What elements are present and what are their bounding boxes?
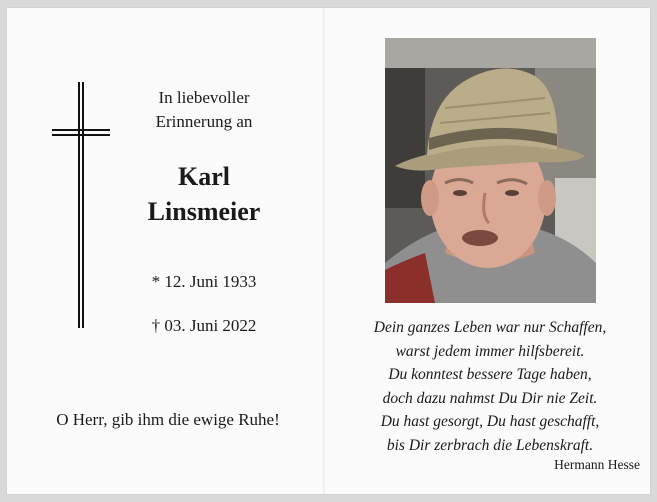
- poem-line: doch dazu nahmst Du Dir nie Zeit.: [382, 389, 598, 407]
- portrait-illustration: [385, 38, 596, 303]
- death-date: † 03. Juni 2022: [151, 316, 257, 335]
- memorial-intro: [120, 86, 288, 134]
- portrait-photo: [385, 38, 596, 303]
- intro-line-2: Erinnerung an: [155, 112, 253, 131]
- poem-line: warst jedem immer hilfsbereit.: [395, 342, 585, 360]
- poem: [340, 316, 640, 457]
- poem-author: Hermann Hesse: [554, 457, 640, 472]
- birth-date: * 12. Juni 1933: [151, 272, 257, 291]
- poem-line: bis Dir zerbrach die Lebenskraft.: [386, 436, 594, 454]
- poem-line: Dein ganzes Leben war nur Schaffen,: [373, 319, 607, 336]
- last-name: Linsmeier: [147, 197, 261, 226]
- card-fold: [323, 8, 325, 494]
- intro-line-1: In liebevoller: [158, 88, 250, 107]
- first-name: Karl: [178, 162, 230, 191]
- poem-line: Du konntest bessere Tage haben,: [388, 366, 592, 383]
- poem-line: Du hast gesorgt, Du hast geschafft,: [380, 413, 600, 430]
- prayer-text: O Herr, gib ihm die ewige Ruhe!: [56, 410, 280, 429]
